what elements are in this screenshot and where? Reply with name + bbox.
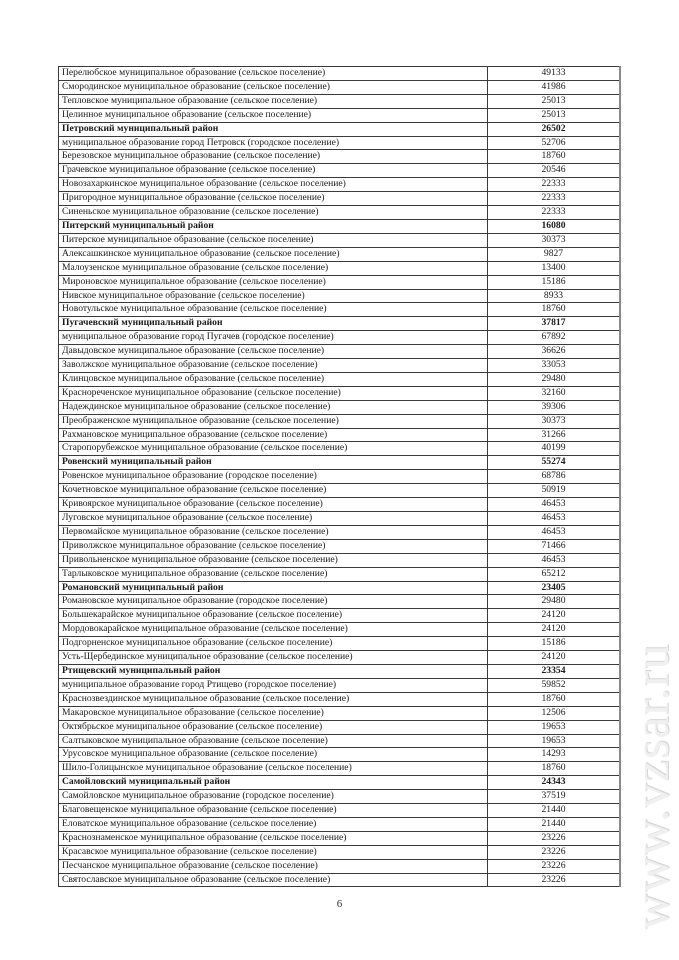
- municipality-name-cell: Целинное муниципальное образование (сельское поселение): [59, 108, 488, 122]
- table-row: [59, 331, 621, 345]
- municipality-name-cell: Давыдовское муниципальное образование (сельское поселение): [59, 345, 488, 359]
- municipality-name-cell: Романовское муниципальное образование (городское поселение): [59, 595, 488, 609]
- table-row: [59, 136, 621, 150]
- table-row: [59, 873, 621, 887]
- municipality-name-cell: Самойловское муниципальное образование (городское поселение): [59, 790, 488, 804]
- municipality-name-cell: Алексашкинское муниципальное образование (сельское поселение): [59, 247, 488, 261]
- municipality-name-cell: Луговское муниципальное образование (сельское поселение): [59, 512, 488, 526]
- municipality-name-cell: Кривоярское муниципальное образование (сельское поселение): [59, 498, 488, 512]
- value-cell: 29480: [488, 595, 621, 609]
- value-cell: 16080: [488, 219, 621, 233]
- value-cell: 24120: [488, 651, 621, 665]
- value-cell: 18760: [488, 692, 621, 706]
- table-row: [59, 595, 621, 609]
- municipality-name-cell: Тепловское муниципальное образование (сельское поселение): [59, 94, 488, 108]
- value-cell: 19653: [488, 720, 621, 734]
- municipality-name-cell: Надеждинское муниципальное образование (сельское поселение): [59, 400, 488, 414]
- municipality-name-cell: Ровенское муниципальное образование (городское поселение): [59, 470, 488, 484]
- municipality-name-cell: Красавское муниципальное образование (сельское поселение): [59, 845, 488, 859]
- table-row: [59, 386, 621, 400]
- municipality-name-cell: Салтыковское муниципальное образование (сельское поселение): [59, 734, 488, 748]
- table-row: [59, 164, 621, 178]
- municipality-name-cell: Приволжское муниципальное образование (сельское поселение): [59, 539, 488, 553]
- value-cell: 59852: [488, 678, 621, 692]
- value-cell: 14293: [488, 748, 621, 762]
- table-row: [59, 484, 621, 498]
- value-cell: 18760: [488, 762, 621, 776]
- municipality-name-cell: Перелюбское муниципальное образование (сельское поселение): [59, 67, 488, 81]
- value-cell: 46453: [488, 525, 621, 539]
- table-row: [59, 192, 621, 206]
- table-row: [59, 539, 621, 553]
- table-row: [59, 678, 621, 692]
- table-row: [59, 498, 621, 512]
- table-row: [59, 831, 621, 845]
- value-cell: 67892: [488, 331, 621, 345]
- municipality-name-cell: Краснозвездинское муниципальное образование (сельское поселение): [59, 692, 488, 706]
- value-cell: 55274: [488, 456, 621, 470]
- table-row: [59, 553, 621, 567]
- value-cell: 68786: [488, 470, 621, 484]
- value-cell: 31266: [488, 428, 621, 442]
- table-row: [59, 428, 621, 442]
- municipality-name-cell: Привольненское муниципальное образование (сельское поселение): [59, 553, 488, 567]
- table-row: [59, 67, 621, 81]
- table-row: [59, 275, 621, 289]
- municipality-name-cell: муниципальное образование город Петровск (городское поселение): [59, 136, 488, 150]
- municipality-name-cell: Песчанское муниципальное образование (сельское поселение): [59, 859, 488, 873]
- table-row: [59, 609, 621, 623]
- district-row: [59, 219, 621, 233]
- value-cell: 40199: [488, 442, 621, 456]
- value-cell: 52706: [488, 136, 621, 150]
- table-row: [59, 651, 621, 665]
- municipality-name-cell: Святославское муниципальное образование (сельское поселение): [59, 873, 488, 887]
- municipality-name-cell: Березовское муниципальное образование (сельское поселение): [59, 150, 488, 164]
- municipality-name-cell: Новотульское муниципальное образование (сельское поселение): [59, 303, 488, 317]
- table-row: [59, 414, 621, 428]
- table-row: [59, 734, 621, 748]
- value-cell: 46453: [488, 512, 621, 526]
- watermark-text: www.vzsar.ru: [623, 643, 679, 930]
- municipality-name-cell: Краснореченское муниципальное образование (сельское поселение): [59, 386, 488, 400]
- value-cell: 13400: [488, 261, 621, 275]
- municipality-name-cell: Мироновское муниципальное образование (сельское поселение): [59, 275, 488, 289]
- table-row: [59, 804, 621, 818]
- value-cell: 19653: [488, 734, 621, 748]
- value-cell: 12506: [488, 706, 621, 720]
- table-row: [59, 762, 621, 776]
- district-row: [59, 664, 621, 678]
- municipality-name-cell: Рахмановское муниципальное образование (сельское поселение): [59, 428, 488, 442]
- value-cell: 24120: [488, 609, 621, 623]
- table-row: [59, 706, 621, 720]
- table-row: [59, 247, 621, 261]
- value-cell: 18760: [488, 150, 621, 164]
- table-row: [59, 345, 621, 359]
- value-cell: 65212: [488, 567, 621, 581]
- district-name-cell: Питерский муниципальный район: [59, 219, 488, 233]
- value-cell: 8933: [488, 289, 621, 303]
- table-row: [59, 178, 621, 192]
- district-name-cell: Пугачевский муниципальный район: [59, 317, 488, 331]
- district-row: [59, 122, 621, 136]
- value-cell: 25013: [488, 94, 621, 108]
- municipality-name-cell: Кочетновское муниципальное образование (сельское поселение): [59, 484, 488, 498]
- value-cell: 41986: [488, 80, 621, 94]
- page-number: 6: [336, 898, 343, 910]
- value-cell: 22333: [488, 192, 621, 206]
- municipality-name-cell: Смородинское муниципальное образование (сельское поселение): [59, 80, 488, 94]
- table-row: [59, 845, 621, 859]
- table-row: [59, 637, 621, 651]
- municipality-name-cell: Октябрьское муниципальное образование (сельское поселение): [59, 720, 488, 734]
- district-row: [59, 776, 621, 790]
- value-cell: 30373: [488, 233, 621, 247]
- table-row: [59, 525, 621, 539]
- value-cell: 36626: [488, 345, 621, 359]
- value-cell: 22333: [488, 178, 621, 192]
- district-name-cell: Самойловский муниципальный район: [59, 776, 488, 790]
- value-cell: 25013: [488, 108, 621, 122]
- municipality-name-cell: Урусовское муниципальное образование (сельское поселение): [59, 748, 488, 762]
- value-cell: 49133: [488, 67, 621, 81]
- table-row: [59, 817, 621, 831]
- municipality-name-cell: Благовещенское муниципальное образование (сельское поселение): [59, 804, 488, 818]
- value-cell: 21440: [488, 804, 621, 818]
- municipality-name-cell: Большекарайское муниципальное образование (сельское поселение): [59, 609, 488, 623]
- district-name-cell: Петровский муниципальный район: [59, 122, 488, 136]
- municipality-name-cell: Еловатское муниципальное образование (сельское поселение): [59, 817, 488, 831]
- district-row: [59, 317, 621, 331]
- municipality-name-cell: Синеньское муниципальное образование (сельское поселение): [59, 206, 488, 220]
- municipality-name-cell: Макаровское муниципальное образование (сельское поселение): [59, 706, 488, 720]
- value-cell: 22333: [488, 206, 621, 220]
- value-cell: 24343: [488, 776, 621, 790]
- value-cell: 30373: [488, 414, 621, 428]
- table-row: [59, 748, 621, 762]
- table-row: [59, 692, 621, 706]
- municipality-name-cell: Подгорненское муниципальное образование (сельское поселение): [59, 637, 488, 651]
- table-row: [59, 80, 621, 94]
- table-row: [59, 720, 621, 734]
- table-row: [59, 289, 621, 303]
- value-cell: 33053: [488, 359, 621, 373]
- value-cell: 15186: [488, 637, 621, 651]
- value-cell: 15186: [488, 275, 621, 289]
- municipality-name-cell: Заволжское муниципальное образование (сельское поселение): [59, 359, 488, 373]
- value-cell: 23354: [488, 664, 621, 678]
- municipality-name-cell: Тарлыковское муниципальное образование (сельское поселение): [59, 567, 488, 581]
- value-cell: 32160: [488, 386, 621, 400]
- municipality-name-cell: Усть-Щербединское муниципальное образование (сельское поселение): [59, 651, 488, 665]
- table-row: [59, 623, 621, 637]
- municipality-name-cell: Мордовокарайское муниципальное образование (сельское поселение): [59, 623, 488, 637]
- district-name-cell: Романовский муниципальный район: [59, 581, 488, 595]
- table-row: [59, 150, 621, 164]
- municipality-name-cell: Старопорубежское муниципальное образование (сельское поселение): [59, 442, 488, 456]
- municipality-name-cell: Питерское муниципальное образование (сельское поселение): [59, 233, 488, 247]
- table-row: [59, 206, 621, 220]
- municipality-name-cell: Первомайское муниципальное образование (сельское поселение): [59, 525, 488, 539]
- value-cell: 23226: [488, 873, 621, 887]
- municipality-name-cell: Клинцовское муниципальное образование (сельское поселение): [59, 372, 488, 386]
- municipality-name-cell: Преображенское муниципальное образование (сельское поселение): [59, 414, 488, 428]
- value-cell: 71466: [488, 539, 621, 553]
- municipality-name-cell: Краснознаменское муниципальное образование (сельское поселение): [59, 831, 488, 845]
- table-row: [59, 233, 621, 247]
- value-cell: 29480: [488, 372, 621, 386]
- table-row: [59, 108, 621, 122]
- value-cell: 9827: [488, 247, 621, 261]
- municipality-name-cell: Грачевское муниципальное образование (сельское поселение): [59, 164, 488, 178]
- municipality-name-cell: муниципальное образование город Пугачев (городское поселение): [59, 331, 488, 345]
- table-row: [59, 567, 621, 581]
- value-cell: 26502: [488, 122, 621, 136]
- table-row: [59, 400, 621, 414]
- municipality-name-cell: Нивское муниципальное образование (сельское поселение): [59, 289, 488, 303]
- value-cell: 23226: [488, 845, 621, 859]
- value-cell: 23226: [488, 859, 621, 873]
- district-row: [59, 581, 621, 595]
- municipality-name-cell: Пригородное муниципальное образование (сельское поселение): [59, 192, 488, 206]
- value-cell: 23226: [488, 831, 621, 845]
- district-name-cell: Ртищевский муниципальный район: [59, 664, 488, 678]
- municipality-name-cell: Шило-Голицынское муниципальное образование (сельское поселение): [59, 762, 488, 776]
- value-cell: 23405: [488, 581, 621, 595]
- table-row: [59, 859, 621, 873]
- district-row: [59, 456, 621, 470]
- table-row: [59, 512, 621, 526]
- table-row: [59, 303, 621, 317]
- table-row: [59, 94, 621, 108]
- table-row: [59, 470, 621, 484]
- value-cell: 39306: [488, 400, 621, 414]
- table-row: [59, 442, 621, 456]
- table-body: [59, 67, 621, 887]
- table-row: [59, 359, 621, 373]
- value-cell: 18760: [488, 303, 621, 317]
- municipality-name-cell: Новозахаркинское муниципальное образование (сельское поселение): [59, 178, 488, 192]
- value-cell: 37519: [488, 790, 621, 804]
- municipal-data-table: [58, 66, 621, 887]
- table-row: [59, 261, 621, 275]
- table-row: [59, 372, 621, 386]
- value-cell: 46453: [488, 553, 621, 567]
- municipality-name-cell: Малоузенское муниципальное образование (сельское поселение): [59, 261, 488, 275]
- value-cell: 21440: [488, 817, 621, 831]
- table-row: [59, 790, 621, 804]
- district-name-cell: Ровенский муниципальный район: [59, 456, 488, 470]
- value-cell: 24120: [488, 623, 621, 637]
- municipality-name-cell: муниципальное образование город Ртищево (городское поселение): [59, 678, 488, 692]
- value-cell: 46453: [488, 498, 621, 512]
- value-cell: 50919: [488, 484, 621, 498]
- value-cell: 37817: [488, 317, 621, 331]
- value-cell: 20546: [488, 164, 621, 178]
